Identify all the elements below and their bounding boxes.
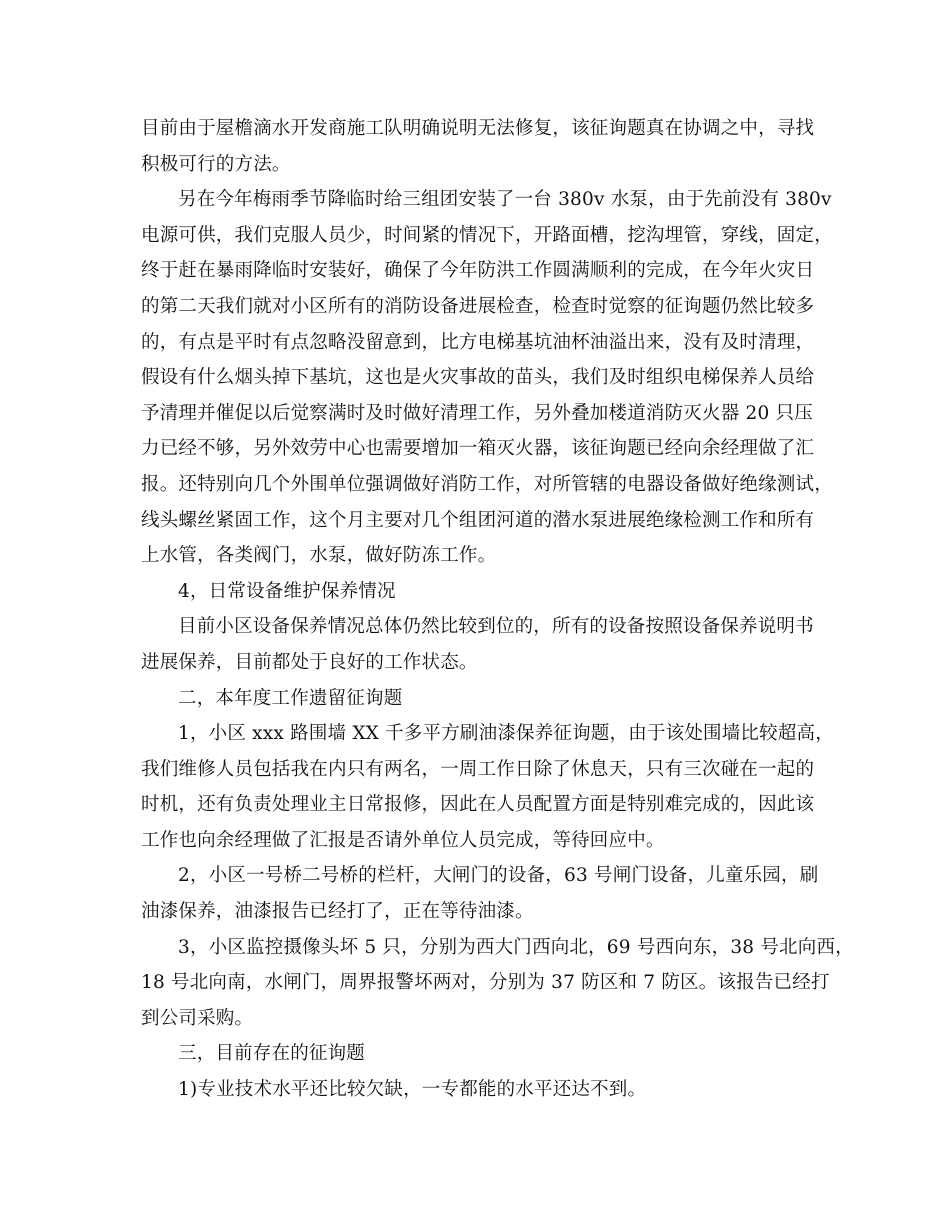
- text-line: 另在今年梅雨季节降临时给三组团安装了一台 380v 水泵，由于先前没有 380v: [178, 189, 832, 211]
- text-line: 2，小区一号桥二号桥的栏杆，大闸门的设备，63 号闸门设备，儿童乐园，刷: [178, 865, 819, 887]
- paragraph: [141, 858, 821, 929]
- text-line: 4，日常设备维护保养情况: [178, 580, 396, 602]
- text-line: 时机，还有负责处理业主日常报修，因此在人员配置方面是特别难完成的，因此该: [141, 794, 815, 816]
- text-line: 1)专业技术水平还比较欠缺，一专都能的水平还达不到。: [178, 1079, 647, 1101]
- paragraph: [141, 1072, 821, 1108]
- text-line: 上水管，各类阀门，水泵，做好防冻工作。: [141, 545, 497, 567]
- text-line: 力已经不够，另外效劳中心也需要增加一箱灭火器，该征询题已经向余经理做了汇: [141, 438, 815, 460]
- text-line: 二，本年度工作遗留征询题: [178, 687, 403, 709]
- text-line: 终于赶在暴雨降临时安装好，确保了今年防洪工作圆满顺利的完成，在今年火灾日: [141, 260, 815, 282]
- text-line: 的，有点是平时有点忽略没留意到，比方电梯基坑油杯油溢出来，没有及时清理，: [141, 331, 815, 353]
- paragraph: [141, 182, 833, 574]
- paragraph: [141, 930, 854, 1037]
- section-heading: [141, 681, 821, 717]
- text-line: 报。还特别向几个外围单位强调做好消防工作，对所管辖的电器设备做好绝缘测试，: [141, 473, 833, 495]
- text-line: 予清理并催促以后觉察满时及时做好清理工作，另外叠加楼道消防灭火器 20 只压: [141, 402, 813, 424]
- text-line: 目前小区设备保养情况总体仍然比较到位的，所有的设备按照设备保养说明书: [178, 616, 814, 638]
- section-heading: [141, 574, 821, 610]
- text-line: 的第二天我们就对小区所有的消防设备进展检查，检查时觉察的征询题仍然比较多: [141, 295, 815, 317]
- text-line: 3，小区监控摄像头坏 5 只，分别为西大门西向北，69 号西向东，38 号北向西，: [178, 936, 854, 958]
- text-line: 积极可行的方法。: [141, 153, 291, 175]
- paragraph: [141, 716, 834, 858]
- text-line: 电源可供，我们克服人员少，时间紧的情况下，开路面槽，挖沟埋管，穿线，固定，: [141, 224, 833, 246]
- document-body: [141, 111, 854, 1108]
- text-line: 进展保养，目前都处于良好的工作状态。: [141, 651, 478, 673]
- section-heading: [141, 1036, 821, 1072]
- text-line: 工作也向余经理做了汇报是否请外单位人员完成，等待回应中。: [141, 829, 665, 851]
- text-line: 三，目前存在的征询题: [178, 1043, 366, 1065]
- text-line: 假设有什么烟头掉下基坑，这也是火灾事故的苗头，我们及时组织电梯保养人员给: [141, 367, 815, 389]
- text-line: 18 号北向南，水闸门，周界报警坏两对，分别为 37 防区和 7 防区。该报告已经打: [141, 972, 830, 994]
- text-line: 1，小区 xxx 路围墙 XX 千多平方刷油漆保养征询题，由于该处围墙比较超高，: [178, 723, 834, 745]
- text-line: 油漆保养，油漆报告已经打了，正在等待油漆。: [141, 901, 534, 923]
- text-line: 目前由于屋檐滴水开发商施工队明确说明无法修复，该征询题真在协调之中，寻找: [141, 118, 815, 139]
- paragraph: [141, 609, 821, 680]
- text-line: 我们维修人员包括我在内只有两名，一周工作日除了休息天，只有三次碰在一起的: [141, 758, 815, 780]
- paragraph: [141, 111, 821, 182]
- text-line: 到公司采购。: [141, 1007, 254, 1029]
- text-line: 线头螺丝紧固工作，这个月主要对几个组团河道的潜水泵进展绝缘检测工作和所有: [141, 509, 815, 531]
